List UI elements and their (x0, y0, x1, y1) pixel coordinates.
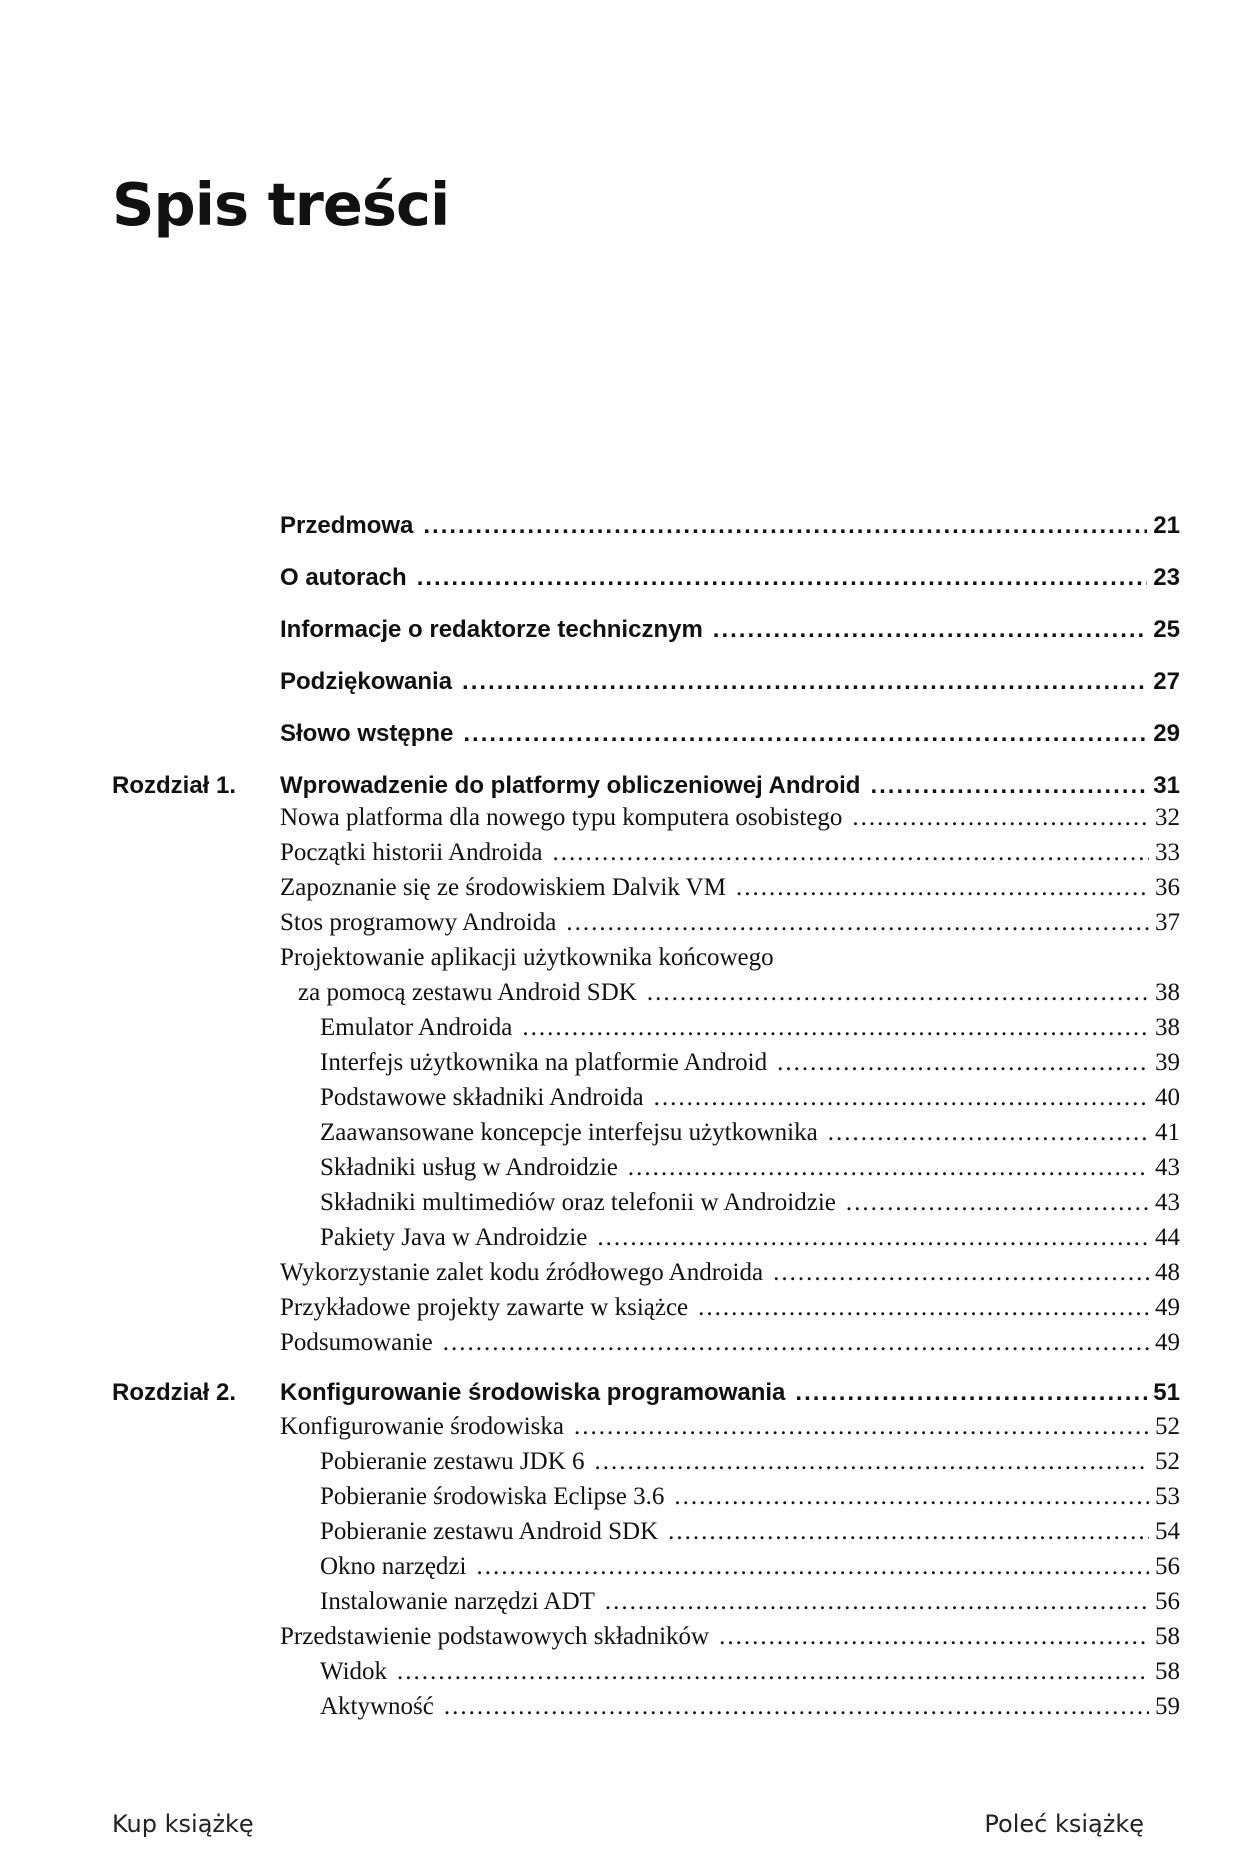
toc-entry-title: Widok (320, 1658, 388, 1685)
toc-entry-title: Składniki usług w Androidzie (320, 1154, 618, 1181)
toc-chapter-2-heading[interactable] (280, 1379, 1180, 1413)
dot-leader (462, 668, 1147, 696)
dot-leader (597, 1224, 1149, 1252)
toc-subentry[interactable] (320, 1518, 1180, 1548)
toc-subentry[interactable] (320, 1049, 1180, 1079)
toc-page-number: 33 (1155, 839, 1180, 866)
toc-page-number: 58 (1155, 1623, 1180, 1650)
toc-entry[interactable] (280, 804, 1180, 834)
toc-entry[interactable] (280, 1413, 1180, 1443)
toc-entry-title: Konfigurowanie środowiska programowania (280, 1379, 786, 1406)
buy-book-link[interactable]: Kup książkę (112, 1810, 254, 1838)
toc-subentry[interactable] (320, 1483, 1180, 1513)
toc-entry-title: Podsumowanie (280, 1329, 433, 1356)
dot-leader (522, 1014, 1149, 1042)
toc-subentry[interactable] (320, 1014, 1180, 1044)
toc-entry-title: Nowa platforma dla nowego typu komputera osobistego (280, 804, 843, 831)
dot-leader (417, 564, 1148, 592)
toc-page-number: 48 (1155, 1259, 1180, 1286)
toc-page-number: 38 (1155, 979, 1180, 1006)
toc-entry-authors[interactable] (280, 564, 1180, 598)
toc-subentry[interactable] (320, 1154, 1180, 1184)
toc-entry[interactable] (280, 1294, 1180, 1324)
dot-leader (795, 1379, 1147, 1407)
toc-entry-title: Wprowadzenie do platformy obliczeniowej Android (280, 772, 861, 799)
toc-page-number: 51 (1153, 1379, 1180, 1406)
toc-entry-title: Projektowanie aplikacji użytkownika końcowego (280, 944, 774, 971)
toc-entry-title: Wykorzystanie zalet kodu źródłowego Androida (280, 1259, 764, 1286)
toc-subentry[interactable] (320, 1588, 1180, 1618)
toc-subentry[interactable] (320, 1224, 1180, 1254)
dot-leader (846, 1189, 1149, 1217)
toc-page-number: 38 (1155, 1014, 1180, 1041)
toc-page-number: 49 (1155, 1294, 1180, 1321)
toc-entry-preface[interactable] (280, 512, 1180, 546)
toc-page-number: 29 (1153, 720, 1180, 747)
toc-entry-title: Stos programowy Androida (280, 909, 557, 936)
toc-subentry[interactable] (320, 1693, 1180, 1723)
toc-chapter-1-heading[interactable] (280, 772, 1180, 806)
dot-leader (423, 512, 1147, 540)
toc-page-number: 49 (1155, 1329, 1180, 1356)
dot-leader (476, 1553, 1149, 1581)
dot-leader (552, 839, 1149, 867)
chapter-1-label: Rozdział 1. (112, 772, 237, 799)
dot-leader (828, 1119, 1149, 1147)
toc-page-number: 58 (1155, 1658, 1180, 1685)
toc-page-number: 41 (1155, 1119, 1180, 1146)
dot-leader (574, 1413, 1149, 1441)
toc-page-number: 37 (1155, 909, 1180, 936)
toc-subentry[interactable] (320, 1553, 1180, 1583)
dot-leader (595, 1448, 1149, 1476)
toc-page-number: 43 (1155, 1154, 1180, 1181)
toc-entry-title: Zaawansowane koncepcje interfejsu użytkownika (320, 1119, 818, 1146)
toc-subentry[interactable] (320, 1189, 1180, 1219)
toc-entry-title: Okno narzędzi (320, 1553, 467, 1580)
dot-leader (773, 1259, 1149, 1287)
toc-subentry[interactable] (320, 1084, 1180, 1114)
dot-leader (852, 804, 1149, 832)
recommend-book-link[interactable]: Poleć książkę (984, 1810, 1144, 1838)
toc-page-number: 56 (1155, 1553, 1180, 1580)
toc-entry-title: Konfigurowanie środowiska (280, 1413, 564, 1440)
toc-subentry[interactable] (320, 1448, 1180, 1478)
toc-page-number: 54 (1155, 1518, 1180, 1545)
toc-entry-title: Słowo wstępne (280, 720, 454, 747)
toc-entry-title: Emulator Androida (320, 1014, 513, 1041)
toc-entry-line1[interactable] (280, 944, 1180, 974)
toc-entry-title: Pobieranie zestawu JDK 6 (320, 1448, 585, 1475)
toc-entry-title: Instalowanie narzędzi ADT (320, 1588, 595, 1615)
toc-page-number: 23 (1153, 564, 1180, 591)
toc-entry-acknowledgements[interactable] (280, 668, 1180, 702)
toc-entry-title: Informacje o redaktorze technicznym (280, 616, 703, 643)
toc-page-number: 59 (1155, 1693, 1180, 1720)
toc-page-number: 39 (1155, 1049, 1180, 1076)
toc-page-number: 52 (1155, 1448, 1180, 1475)
toc-entry[interactable] (280, 1623, 1180, 1653)
toc-page-number: 21 (1153, 512, 1180, 539)
dot-leader (605, 1588, 1149, 1616)
toc-subentry[interactable] (320, 1119, 1180, 1149)
toc-entry-title: Pakiety Java w Androidzie (320, 1224, 588, 1251)
toc-page-number: 36 (1155, 874, 1180, 901)
toc-entry-title: Początki historii Androida (280, 839, 543, 866)
toc-entry-title: Zapoznanie się ze środowiskiem Dalvik VM (280, 874, 726, 901)
toc-entry-title: Składniki multimediów oraz telefonii w Androidzie (320, 1189, 836, 1216)
toc-page-number: 53 (1155, 1483, 1180, 1510)
dot-leader (870, 772, 1147, 800)
dot-leader (628, 1154, 1149, 1182)
toc-entry-title: Przykładowe projekty zawarte w książce (280, 1294, 689, 1321)
page-title: Spis treści (112, 170, 450, 239)
toc-entry-title: Aktywność (320, 1693, 434, 1720)
dot-leader (397, 1658, 1149, 1686)
toc-entry[interactable] (280, 1329, 1180, 1359)
toc-page-number: 40 (1155, 1084, 1180, 1111)
toc-entry-title: Interfejs użytkownika na platformie Android (320, 1049, 768, 1076)
dot-leader (654, 1084, 1149, 1112)
toc-entry[interactable] (280, 909, 1180, 939)
toc-entry[interactable] (280, 874, 1180, 904)
toc-entry-title: O autorach (280, 564, 407, 591)
dot-leader (698, 1294, 1149, 1322)
toc-entry[interactable] (280, 839, 1180, 869)
toc-entry-title: Podstawowe składniki Androida (320, 1084, 644, 1111)
dot-leader (443, 1329, 1149, 1357)
toc-page-number: 43 (1155, 1189, 1180, 1216)
toc-entry-title: Pobieranie zestawu Android SDK (320, 1518, 659, 1545)
toc-page-number: 32 (1155, 804, 1180, 831)
toc-entry-line2[interactable] (298, 979, 1180, 1009)
dot-leader (444, 1693, 1149, 1721)
toc-entry-title: Pobieranie środowiska Eclipse 3.6 (320, 1483, 665, 1510)
toc-page-number: 25 (1153, 616, 1180, 643)
toc-page-number: 44 (1155, 1224, 1180, 1251)
toc-page-number: 31 (1153, 772, 1180, 799)
dot-leader (674, 1483, 1149, 1511)
toc-entry[interactable] (280, 1259, 1180, 1289)
dot-leader (647, 979, 1149, 1007)
dot-leader (668, 1518, 1149, 1546)
toc-page-number: 56 (1155, 1588, 1180, 1615)
dot-leader (736, 874, 1149, 902)
toc-page-number: 27 (1153, 668, 1180, 695)
dot-leader (463, 720, 1147, 748)
toc-entry-foreword[interactable] (280, 720, 1180, 754)
dot-leader (566, 909, 1149, 937)
dot-leader (713, 616, 1148, 644)
toc-entry-title: za pomocą zestawu Android SDK (298, 979, 637, 1006)
toc-entry-title: Przedstawienie podstawowych składników (280, 1623, 710, 1650)
toc-subentry[interactable] (320, 1658, 1180, 1688)
chapter-2-label: Rozdział 2. (112, 1379, 237, 1406)
toc-entry-title: Podziękowania (280, 668, 453, 695)
dot-leader (777, 1049, 1149, 1077)
toc-entry-title: Przedmowa (280, 512, 414, 539)
toc-page-number: 52 (1155, 1413, 1180, 1440)
dot-leader (719, 1623, 1149, 1651)
toc-entry-tech-editor[interactable] (280, 616, 1180, 650)
